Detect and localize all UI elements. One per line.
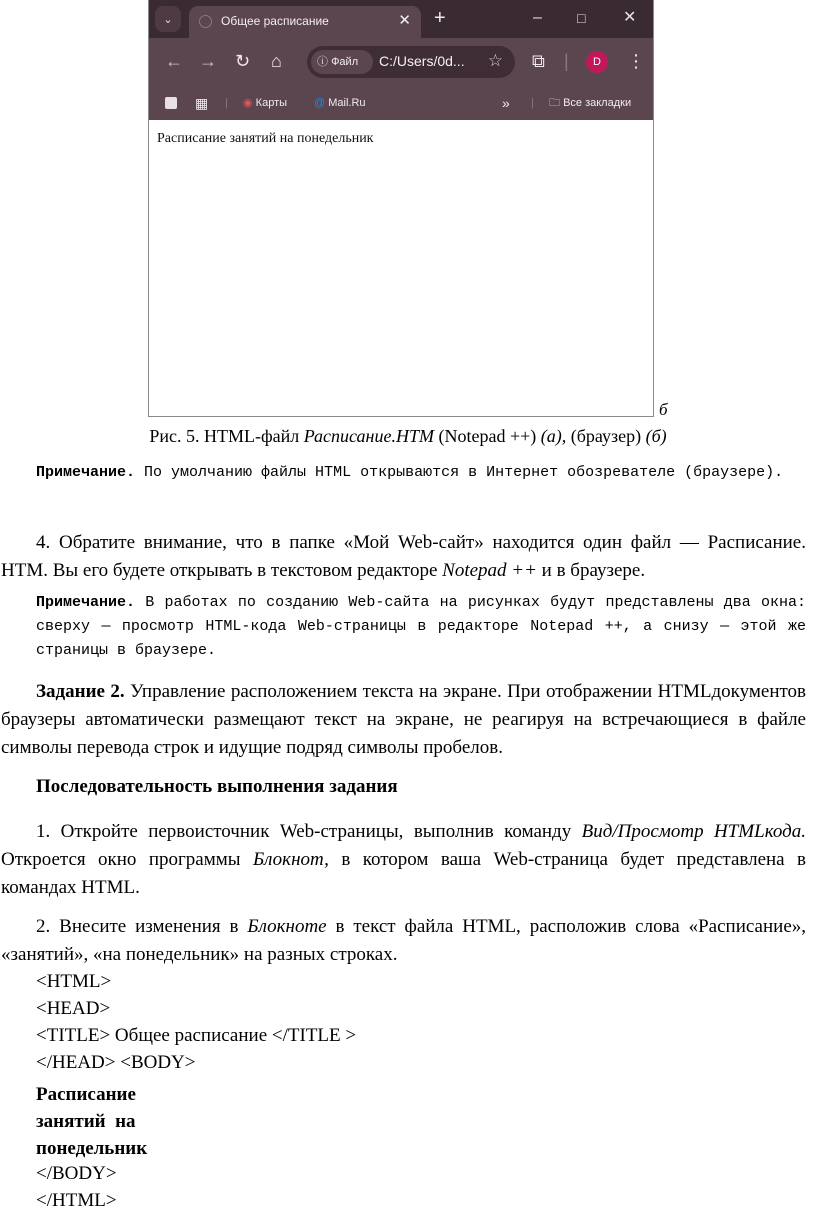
step-2-text-2: в текст файла HTML, расположив слова «Расписание», «занятий», «на понедельник» на разных строках. [1, 916, 806, 965]
bookmark-maps[interactable] [243, 95, 287, 111]
tab-title: Общее расписание [221, 14, 329, 28]
note-1-text: По умолчанию файлы HTML открываются в Интернет обозревателе (браузере). [135, 464, 784, 481]
caption-b: (б) [645, 426, 667, 446]
step-4-italic: Notepad ++ [442, 560, 537, 581]
bookmark-maps-label: Карты [255, 97, 288, 109]
bookmark-mailru[interactable] [314, 95, 366, 111]
task-2-text: Управление расположением текста на экране. При отображении HTMLдокументов браузеры автоматически размещают текст на экране, не реагируя на встречающиеся в файле символы перевода строк и идущие подряд символы пробелов. [1, 681, 807, 758]
bookmark-star-icon[interactable]: ☆ [487, 51, 503, 70]
code-head-open: <HEAD> [36, 998, 111, 1019]
figure-letter: б [659, 400, 668, 419]
note-1 [36, 461, 806, 485]
reload-icon[interactable]: ↻ [235, 51, 251, 71]
page-viewport [149, 121, 653, 416]
caption-mid: (Notepad ++) [433, 426, 541, 446]
address-bar[interactable] [307, 46, 515, 78]
bookmarks-overflow-icon[interactable]: » [502, 95, 510, 111]
step-2-paragraph [1, 913, 806, 969]
code-html-open: <HTML> [36, 971, 112, 992]
forward-icon[interactable]: → [199, 51, 217, 71]
site-info-chip[interactable]: ⓘ Файл [311, 50, 373, 74]
toolbar [149, 38, 653, 86]
folder-icon: 🗀 [549, 97, 560, 109]
back-icon[interactable]: ← [165, 51, 183, 71]
window-close-icon[interactable]: ✕ [623, 9, 637, 26]
all-bookmarks-label: Все закладки [563, 97, 632, 109]
caption-prefix: Рис. 5. HTML-файл [149, 426, 304, 446]
code-bold-line-2: занятий на [36, 1111, 136, 1132]
bookmark-square-icon[interactable] [165, 97, 177, 109]
apps-grid-icon[interactable]: ▦ [195, 95, 209, 111]
maps-pin-icon: ◉ [243, 97, 253, 109]
step-1-paragraph [1, 818, 806, 902]
tab-bar [149, 0, 653, 38]
code-bold-line-1: Расписание [36, 1084, 136, 1105]
step-4-text-1: 4. Обратите внимание, что в папке «Мой Web-сайт» находится один файл — Расписание. HTM. Вы его будете открывать в текстовом редакторе [1, 532, 806, 581]
step-1-text-1: 1. Откройте первоисточник Web-страницы, выполнив команду [36, 821, 582, 842]
profile-avatar[interactable]: D [586, 51, 608, 73]
step-1-italic-2: Блокнот, [252, 849, 329, 870]
note-1-label: Примечание. [36, 464, 136, 481]
caption-mid2: (браузер) [566, 426, 646, 446]
extensions-icon[interactable]: ⧉ [532, 51, 545, 71]
bookmarks-bar [149, 86, 653, 120]
step-2-text-1: 2. Внесите изменения в [36, 916, 248, 937]
bookmark-mailru-label: Mail.Ru [328, 97, 366, 109]
new-tab-icon[interactable]: + [434, 7, 446, 29]
note-2-text: В работах по созданию Web-сайта на рисунках будут представлены два окна: сверху — просмотр HTML-кода Web-страницы в редакторе Notepad ++, а снизу — этой же страницы в браузере. [36, 594, 806, 659]
step-4-text-2: и в браузере. [536, 560, 646, 581]
figure-caption [0, 426, 816, 447]
bookmarks-divider-2: | [531, 97, 534, 109]
mailru-at-icon: @ [314, 97, 326, 109]
code-bold-line-3: понедельник [36, 1138, 148, 1159]
tab-close-icon[interactable]: ✕ [398, 12, 411, 29]
maximize-icon[interactable]: □ [577, 10, 586, 26]
browser-tab[interactable] [189, 6, 421, 38]
code-body-close: </BODY> [36, 1163, 117, 1184]
code-head-close-body: </HEAD> <BODY> [36, 1052, 196, 1073]
all-bookmarks[interactable] [549, 95, 631, 111]
caption-file: Расписание.HTM [303, 426, 434, 446]
note-2 [36, 591, 806, 663]
step-1-text-3: в котором ваша Web-страница будет представлена в командах HTML. [1, 849, 806, 898]
step-1-text-2: Откроется окно программы [1, 849, 253, 870]
file-label: Файл [331, 56, 359, 68]
minimize-icon[interactable]: – [533, 9, 542, 26]
toolbar-divider: | [564, 51, 569, 71]
task-2-label: Задание 2. [36, 681, 125, 702]
note-2-label: Примечание. [36, 594, 136, 611]
code-title-line: <TITLE> Общее расписание </TITLE > [36, 1025, 357, 1046]
bookmarks-divider: | [225, 97, 228, 109]
code-html-close: </HTML> [36, 1190, 117, 1211]
step-4-paragraph [1, 529, 806, 585]
tab-search-chevron-icon[interactable]: ⌄ [155, 6, 181, 32]
home-icon[interactable]: ⌂ [271, 51, 282, 71]
rendered-page-text: Расписание занятий на понедельник [157, 131, 374, 146]
step-1-italic-1: Вид/Просмотр HTMLкода. [581, 821, 806, 842]
browser-window [148, 0, 654, 417]
menu-kebab-icon[interactable]: ⋮ [627, 51, 645, 71]
page-favicon-icon [199, 15, 212, 28]
address-url[interactable]: C:/Users/0d... [379, 53, 465, 69]
sequence-heading: Последовательность выполнения задания [36, 776, 398, 797]
caption-a: (а), [540, 426, 567, 446]
step-2-italic: Блокноте [247, 916, 327, 937]
task-2-paragraph [1, 678, 806, 762]
